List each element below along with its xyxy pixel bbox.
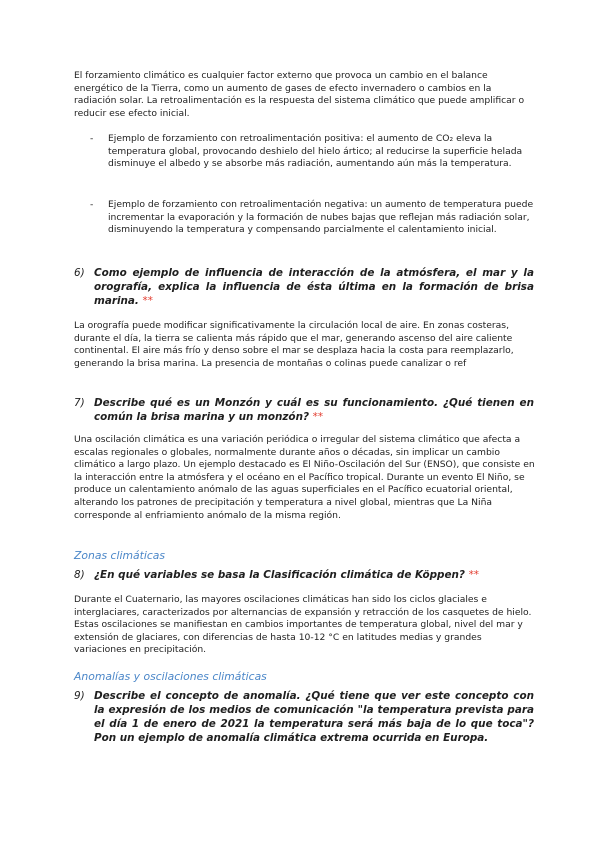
question-8	[74, 568, 534, 582]
question-number: 7)	[74, 397, 85, 409]
question-mark: **	[142, 295, 153, 307]
section-title-anomalias: Anomalías y oscilaciones climáticas	[74, 670, 267, 683]
question-mark: **	[312, 411, 324, 423]
answer-6: La orografía puede modificar significativamente la circulación local de aire. En zonas costeras, durante el día, la tierra se calienta más rápido que el mar, generando ascenso del aire caliente continental. El aire más frío y denso sobre el mar se desplaza hacia la costa para reemplazarlo, generando la brisa marina. La presencia de montañas o colinas puede canalizar o ref	[74, 320, 514, 369]
bullet-text: Ejemplo de forzamiento con retroalimentación negativa: un aumento de temperatura puede incrementar la evaporación y la formación de nubes bajas que reflejan más radiación solar, disminuyendo la temperatura y compensando parcialmente el calentamiento inicial.	[108, 199, 534, 236]
answer-7: Una oscilación climática es una variación periódica o irregular del sistema climático que afecta a escalas regionales o globales, normalmente durante años o décadas, sin implicar un cambio climático a largo plazo. Un ejemplo destacado es El Niño-Oscilación del Sur (ENSO), que consiste en la interacción entre la atmósfera y el océano en el Pacífico tropical. Durante un evento El Niño, se produce un calentamiento anómalo de las aguas superficiales en el Pacífico ecuatorial oriental, alterando los patrones de precipitación y temperatura a nivel global, mientras que La Niña corresponde al enfriamiento anómalo de la misma región.	[74, 434, 535, 521]
question-text: Describe el concepto de anomalía. ¿Qué tiene que ver este concepto con la expresión de los medios de comunicación "la temperatura prevista para el día 1 de enero de 2021 la temperatura será más baja de lo que toca"? Pon un ejemplo de anomalía climática extrema ocurrida en Europa.	[94, 690, 534, 744]
question-9	[74, 689, 534, 745]
section-title-zonas: Zonas climáticas	[74, 549, 165, 562]
bullet-dash: -	[90, 133, 94, 144]
question-7	[74, 396, 534, 424]
bullet-negative-feedback	[90, 199, 536, 237]
question-text: Describe qué es un Monzón y cuál es su funcionamiento. ¿Qué tienen en común la brisa marina y un monzón?	[94, 397, 534, 423]
bullet-positive-feedback	[90, 133, 536, 171]
question-mark: **	[468, 569, 479, 581]
question-text: Como ejemplo de influencia de interacción de la atmósfera, el mar y la orografía, explica la influencia de ésta última en la formación de brisa marina.	[94, 267, 534, 307]
answer-8: Durante el Cuaternario, las mayores oscilaciones climáticas han sido los ciclos glaciales e interglaciares, caracterizados por alternancias de expansión y retracción de los casquetes de hielo. Estas oscilaciones se manifiestan en cambios importantes de temperatura global, nivel del mar y extensión de glaciares, con diferencias de hasta 10-12 °C en latitudes medias y grandes variaciones en precipitación.	[74, 594, 532, 656]
intro-paragraph: El forzamiento climático es cualquier factor externo que provoca un cambio en el balance energético de la Tierra, como un aumento de gases de efecto invernadero o cambios en la radiación solar. La retroalimentación es la respuesta del sistema climático que puede amplificar o reducir ese efecto inicial.	[74, 70, 525, 119]
question-number: 6)	[74, 267, 85, 279]
question-6	[74, 266, 534, 308]
question-number: 9)	[74, 690, 85, 702]
question-number: 8)	[74, 569, 85, 581]
question-text: ¿En qué variables se basa la Clasificación climática de Köppen?	[94, 569, 465, 581]
bullet-dash: -	[90, 199, 94, 210]
bullet-text: Ejemplo de forzamiento con retroalimentación positiva: el aumento de CO₂ eleva la temperatura global, provocando deshielo del hielo ártico; al reducirse la superficie helada disminuye el albedo y se absorbe más radiación, aumentando aún más la temperatura.	[108, 133, 523, 170]
